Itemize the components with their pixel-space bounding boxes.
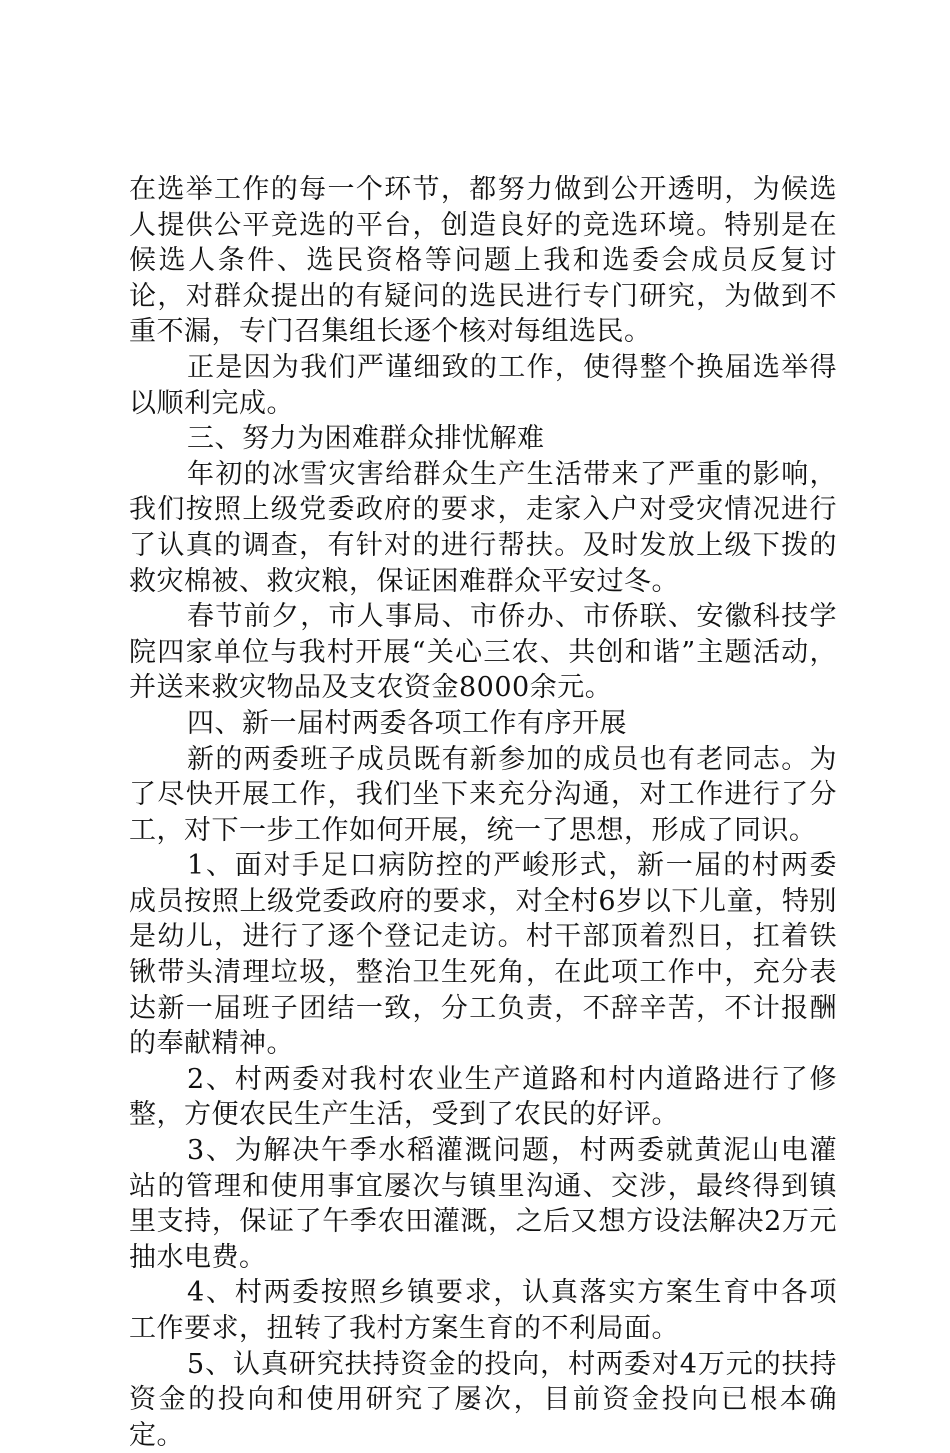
paragraph-election-continuation: 在选举工作的每一个环节，都努力做到公开透明，为候选人提供公平竞选的平台，创造良好的竞选环境。特别是在候选人条件、选民资格等问题上我和选委会成员反复讨论，对群众提出的有疑问的选民进行专门研究，为做到不重不漏，专门召集组长逐个核对每组选民。 (129, 174, 837, 348)
list-item-4: 4、村两委按照乡镇要求，认真落实方案生育中各项工作要求，扭转了我村方案生育的不利局面。 (129, 1277, 837, 1344)
list-item-5: 5、认真研究扶持资金的投向，村两委对4万元的扶持资金的投向和使用研究了屡次，目前资金投向已根本确定。 (129, 1348, 837, 1451)
paragraph-snow-disaster: 年初的冰雪灾害给群众生产生活带来了严重的影响，我们按照上级党委政府的要求，走家入户对受灾情况进行了认真的调查，有针对的进行帮扶。及时发放上级下拨的救灾棉被、救灾粮，保证困难群众平安过冬。 (129, 458, 837, 597)
section-heading-4: 四、新一届村两委各项工作有序开展 (187, 707, 628, 739)
section-heading-3: 三、努力为困难群众排忧解难 (187, 423, 545, 455)
paragraph-election-complete: 正是因为我们严谨细致的工作，使得整个换届选举得以顺利完成。 (129, 351, 837, 419)
list-item-2: 2、村两委对我村农业生产道路和村内道路进行了修整，方便农民生产生活，受到了农民的好评。 (129, 1063, 837, 1131)
document-body (129, 172, 837, 1453)
list-item-3: 3、为解决午季水稻灌溉问题，村两委就黄泥山电灌站的管理和使用事宜屡次与镇里沟通、交涉，最终得到镇里支持，保证了午季农田灌溉，之后又想方设法解决2万元抽水电费。 (129, 1135, 837, 1273)
list-item-1: 1、面对手足口病防控的严峻形式，新一届的村两委成员按照上级党委政府的要求，对全村6岁以下儿童，特别是幼儿，进行了逐个登记走访。村干部顶着烈日，扛着铁锹带头清理垃圾，整治卫生死角，在此项工作中，充分表达新一届班子团结一致，分工负责，不辞辛苦，不计报酬的奉献精神。 (129, 850, 837, 1060)
paragraph-spring-festival: 春节前夕，市人事局、市侨办、市侨联、安徽科技学院四家单位与我村开展“关心三农、共创和谐”主题活动，并送来救灾物品及支农资金8000余元。 (129, 601, 837, 704)
paragraph-new-committee: 新的两委班子成员既有新参加的成员也有老同志。为了尽快开展工作，我们坐下来充分沟通，对工作进行了分工，对下一步工作如何开展，统一了思想，形成了同识。 (129, 743, 837, 846)
